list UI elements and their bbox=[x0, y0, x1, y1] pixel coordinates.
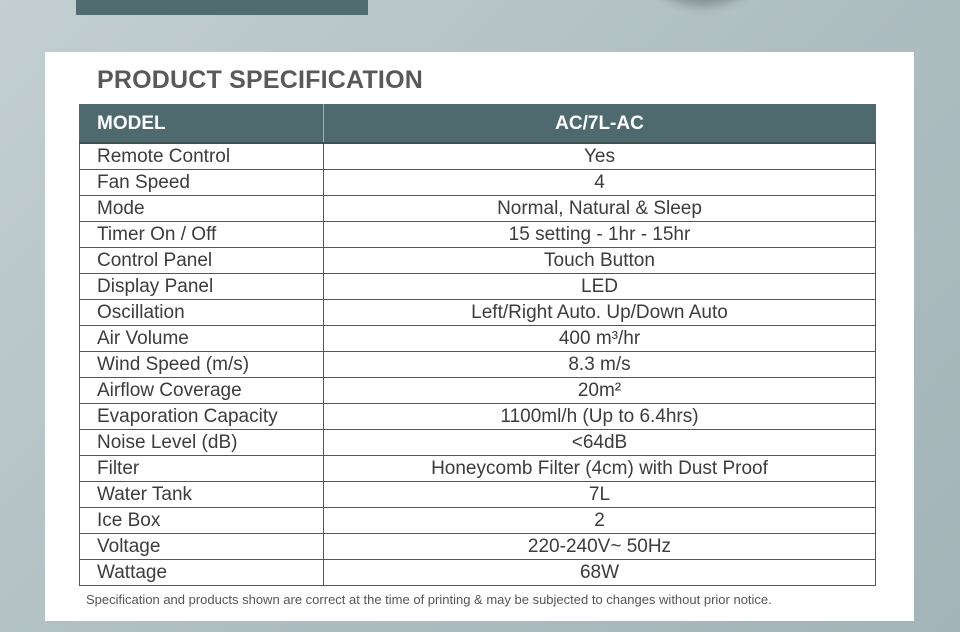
spec-label: Fan Speed bbox=[80, 170, 324, 196]
spec-label: Noise Level (dB) bbox=[80, 430, 324, 456]
spec-value: 15 setting - 1hr - 15hr bbox=[324, 222, 876, 248]
spec-value: Left/Right Auto. Up/Down Auto bbox=[324, 300, 876, 326]
spec-label: Control Panel bbox=[80, 248, 324, 274]
spec-value: Honeycomb Filter (4cm) with Dust Proof bbox=[324, 456, 876, 482]
spec-table bbox=[79, 104, 876, 586]
table-row bbox=[80, 534, 876, 560]
table-row bbox=[80, 508, 876, 534]
table-row bbox=[80, 404, 876, 430]
table-row bbox=[80, 430, 876, 456]
model-header-label: MODEL bbox=[80, 105, 324, 144]
spec-value: Touch Button bbox=[324, 248, 876, 274]
spec-label: Voltage bbox=[80, 534, 324, 560]
table-row bbox=[80, 222, 876, 248]
spec-value: 20m² bbox=[324, 378, 876, 404]
table-row bbox=[80, 196, 876, 222]
table-row bbox=[80, 143, 876, 170]
spec-value: 2 bbox=[324, 508, 876, 534]
spec-label: Airflow Coverage bbox=[80, 378, 324, 404]
spec-rows bbox=[80, 143, 876, 586]
spec-value: 7L bbox=[324, 482, 876, 508]
spec-value: <64dB bbox=[324, 430, 876, 456]
spec-value: Yes bbox=[324, 143, 876, 170]
spec-label: Remote Control bbox=[80, 143, 324, 170]
table-row bbox=[80, 248, 876, 274]
spec-value: Normal, Natural & Sleep bbox=[324, 196, 876, 222]
table-row bbox=[80, 300, 876, 326]
spec-value: 220-240V~ 50Hz bbox=[324, 534, 876, 560]
spec-label: Timer On / Off bbox=[80, 222, 324, 248]
spec-value: LED bbox=[324, 274, 876, 300]
page-title: PRODUCT SPECIFICATION bbox=[97, 66, 423, 94]
table-header-row bbox=[80, 105, 876, 144]
spec-label: Ice Box bbox=[80, 508, 324, 534]
table-row bbox=[80, 170, 876, 196]
spec-label: Air Volume bbox=[80, 326, 324, 352]
table-row bbox=[80, 274, 876, 300]
spec-label: Filter bbox=[80, 456, 324, 482]
spec-label: Oscillation bbox=[80, 300, 324, 326]
table-row bbox=[80, 326, 876, 352]
spec-value: 68W bbox=[324, 560, 876, 586]
spec-value: 4 bbox=[324, 170, 876, 196]
decorative-top-bar bbox=[76, 0, 368, 15]
spec-value: 1100ml/h (Up to 6.4hrs) bbox=[324, 404, 876, 430]
spec-label: Evaporation Capacity bbox=[80, 404, 324, 430]
disclaimer-footnote: Specification and products shown are correct at the time of printing & may be subjected to changes without prior notice. bbox=[86, 592, 772, 607]
spec-card bbox=[45, 52, 914, 621]
spec-label: Wattage bbox=[80, 560, 324, 586]
table-row bbox=[80, 560, 876, 586]
spec-value: 400 m³/hr bbox=[324, 326, 876, 352]
spec-value: 8.3 m/s bbox=[324, 352, 876, 378]
spec-label: Mode bbox=[80, 196, 324, 222]
table-row bbox=[80, 456, 876, 482]
model-header-value: AC/7L-AC bbox=[324, 105, 876, 144]
table-row bbox=[80, 378, 876, 404]
spec-label: Wind Speed (m/s) bbox=[80, 352, 324, 378]
spec-label: Display Panel bbox=[80, 274, 324, 300]
table-row bbox=[80, 352, 876, 378]
spec-label: Water Tank bbox=[80, 482, 324, 508]
table-row bbox=[80, 482, 876, 508]
